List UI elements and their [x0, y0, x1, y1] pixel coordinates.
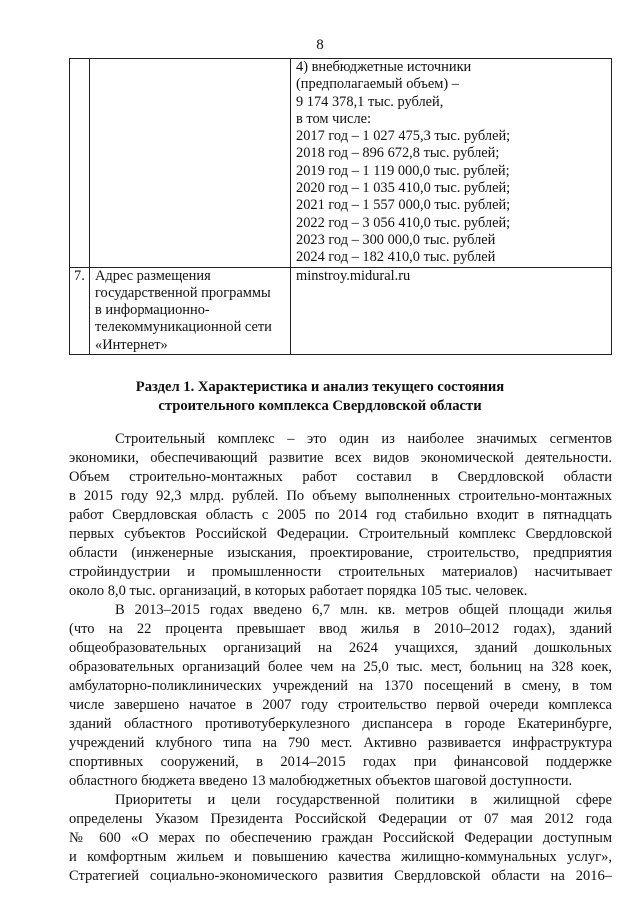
- program-url: minstroy.midural.ru: [296, 267, 411, 284]
- table-cell-name: [90, 267, 291, 354]
- row-name-line: телекоммуникационной сети: [95, 319, 272, 336]
- funding-line: 4) внебюджетные источники: [296, 59, 472, 75]
- paragraph-line: областного бюджета введено 13 малобюджетных объектов шаговой доступности.: [69, 773, 573, 789]
- paragraph-line: работ Свердловская область с 2005 по 2014 год стабильно входит в пятнадцать: [69, 507, 612, 523]
- paragraph-line: числе завершено начатое в 2007 году строительство первой очереди комплекса: [69, 697, 612, 713]
- page-number: 8: [316, 37, 324, 53]
- funding-line: (предполагаемый объем) –: [296, 76, 459, 93]
- paragraph-line: зданий областного противотуберкулезного диспансера в городе Екатеринбурге,: [69, 716, 612, 732]
- paragraph-line: Объем строительно-монтажных работ составил в Свердловской области: [69, 469, 612, 485]
- table-row: [70, 59, 612, 268]
- funding-line: 9 174 378,1 тыс. рублей,: [296, 93, 444, 110]
- paragraph-line: Приоритеты и цели государственной политики в жилищной сфере: [115, 792, 612, 808]
- funding-line: в том числе:: [296, 110, 372, 127]
- paragraph-line: (что на 22 процента превышает ввод жилья в 2010–2012 годах), зданий: [69, 621, 612, 637]
- paragraph-line: учреждений клубного типа на 790 мест. Активно развивается инфраструктура: [69, 735, 612, 751]
- paragraph-line: амбулаторно-поликлинических учреждений на 1370 посещений в смену, в том: [69, 678, 612, 694]
- paragraph-line: определены Указом Президента Российской Федерации от 07 мая 2012 года: [69, 811, 612, 827]
- funding-line: 2024 год – 182 410,0 тыс. рублей: [296, 249, 496, 266]
- program-passport-table: [69, 58, 612, 355]
- paragraph-line: Строительный комплекс – это один из наиболее значимых сегментов: [115, 431, 612, 447]
- table-cell-number: [70, 59, 90, 268]
- funding-line: 2017 год – 1 027 475,3 тыс. рублей;: [296, 128, 511, 145]
- paragraph-line: и комфортным жильем и повышению качества жилищно-коммунальных услуг»,: [69, 849, 612, 865]
- paragraph: [69, 430, 612, 601]
- funding-line: 2020 год – 1 035 410,0 тыс. рублей;: [296, 180, 511, 197]
- funding-line: 2018 год – 896 672,8 тыс. рублей;: [296, 145, 500, 162]
- paragraph-line: Стратегией социально-экономического развития Свердловской области на 2016–: [69, 868, 612, 884]
- paragraph-line: стройиндустрии и промышленности строительных материалов) насчитывает: [69, 564, 612, 580]
- paragraph-line: первых субъектов Российской Федерации. Строительный комплекс Свердловской: [69, 526, 612, 542]
- paragraph-line: общеобразовательных организаций на 2624 учащихся, зданий дошкольных: [69, 640, 612, 656]
- row-name-line: в информационно-: [95, 302, 210, 319]
- paragraph-line: спортивных сооружений, в 2014–2015 годах при финансовой поддержке: [69, 754, 612, 770]
- section-title-line: строительного комплекса Свердловской области: [158, 398, 482, 414]
- paragraph-line: экономики, обеспечивающий развитие всех видов экономической деятельности.: [69, 450, 612, 466]
- table-cell-number: 7.: [70, 267, 90, 354]
- table-row: [70, 267, 612, 354]
- funding-line: 2019 год – 1 119 000,0 тыс. рублей;: [296, 162, 510, 179]
- paragraph-line: В 2013–2015 годах введено 6,7 млн. кв. метров общей площади жилья: [115, 602, 612, 618]
- paragraph: [69, 601, 612, 791]
- paragraph-line: области (инженерные изыскания, проектирование, строительство, предприятия: [69, 545, 612, 561]
- row-name-line: государственной программы: [95, 284, 271, 301]
- paragraph-line: № 600 «О мерах по обеспечению граждан Российской Федерации доступным: [69, 830, 612, 846]
- row-name-line: Адрес размещения: [95, 267, 211, 284]
- paragraph-line: около 8,0 тыс. организаций, в которых работает порядка 105 тыс. человек.: [69, 583, 528, 599]
- body-text: [69, 430, 612, 886]
- row-name-line: «Интернет»: [95, 336, 168, 353]
- section-title-line: Раздел 1. Характеристика и анализ текущего состояния: [135, 379, 505, 395]
- paragraph: [69, 791, 612, 886]
- paragraph-line: в 2015 году 92,3 млрд. рублей. По объему выполненных строительно-монтажных: [69, 488, 612, 504]
- table-cell-name: [90, 59, 291, 268]
- paragraph-line: образовательных организаций более чем на 25,0 тыс. мест, больниц на 328 коек,: [69, 659, 612, 675]
- table-cell-funding: [291, 59, 612, 268]
- funding-line: 2023 год – 300 000,0 тыс. рублей: [296, 231, 496, 248]
- funding-line: 2022 год – 3 056 410,0 тыс. рублей;: [296, 214, 511, 231]
- funding-line: 2021 год – 1 557 000,0 тыс. рублей;: [296, 197, 511, 214]
- table-cell-value: [291, 267, 612, 354]
- section-title: [0, 378, 640, 416]
